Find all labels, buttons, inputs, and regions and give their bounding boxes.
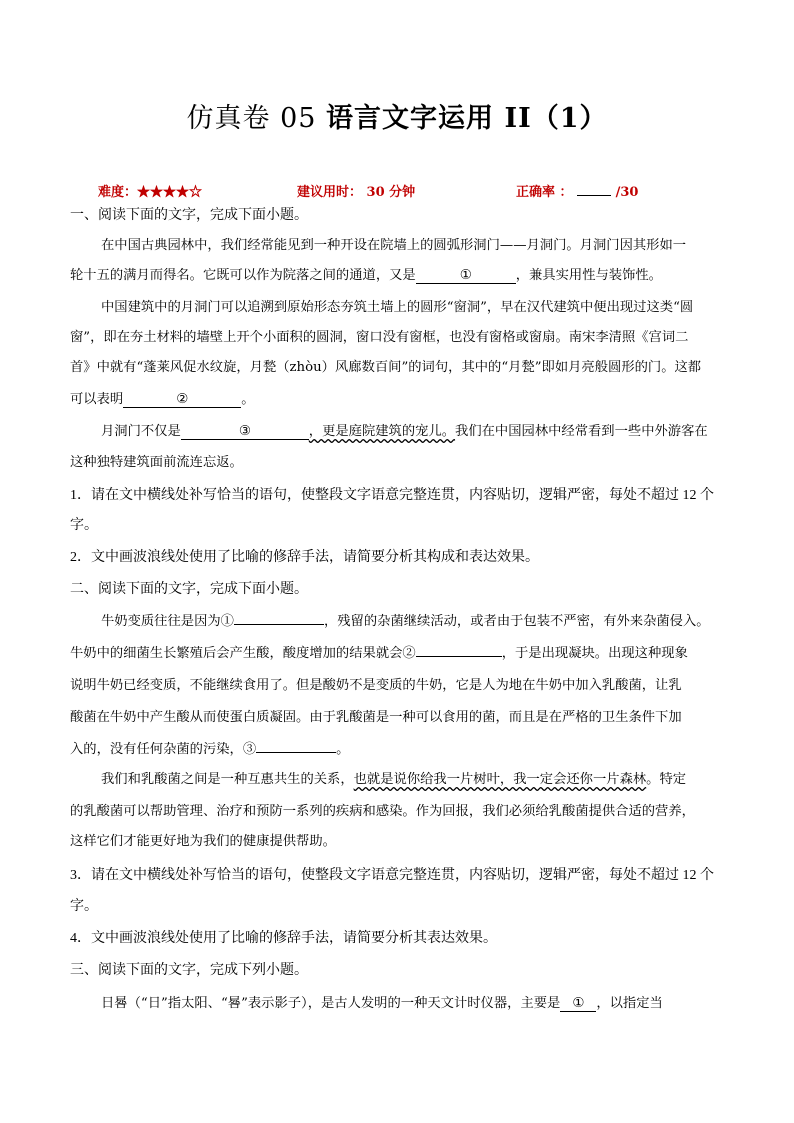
- paragraph-line: [70, 388, 720, 408]
- text-run: 可以表明: [70, 392, 124, 407]
- paragraph-line: [101, 992, 720, 1012]
- paragraph-line: 窗”，即在夯土材料的墙壁上开个小面积的圆洞，窗口没有窗框，也没有窗格或窗扇。南宋李清照《宫词二: [70, 330, 689, 345]
- text-run: 我们在中国园林中经常看到一些中外游客在: [455, 424, 708, 439]
- difficulty-meta: [98, 181, 202, 200]
- text-run: 牛奶中的细菌生长繁殖后会产生酸，酸度增加的结果就会②: [70, 646, 416, 661]
- text-run: ，兼具实用性与装饰性。: [515, 268, 662, 283]
- time-meta: [297, 181, 415, 200]
- wavy-underline-text: ，更是庭院建筑的宠儿。: [308, 424, 456, 439]
- question-1: 1．请在文中横线处补写恰当的语句，使整段文字语意完整连贯，内容贴切，逻辑严密，每处不超过 12 个: [70, 488, 714, 503]
- text-run: ，以指定当: [596, 996, 663, 1011]
- time-value: 30 分钟: [366, 185, 416, 200]
- text-run: 入的，没有任何杂菌的污染，③: [70, 742, 257, 757]
- difficulty-label: 难度：: [98, 185, 138, 200]
- text-run: 我们和乳酸菌之间是一种互惠共生的关系，: [101, 772, 354, 787]
- paragraph-line: [101, 768, 720, 787]
- section-heading: 三、阅读下面的文字，完成下列小题。: [70, 962, 308, 978]
- paragraph-line: 的乳酸菌可以帮助管理、治疗和预防一系列的疾病和感染。作为回报，我们必须给乳酸菌提供合适的营养，: [70, 804, 695, 819]
- text-run: 牛奶变质往往是因为①: [101, 614, 234, 629]
- paragraph-line: [70, 642, 720, 661]
- text-run: 日晷（“日”指太阳、“晷”表示影子），是古人发明的一种天文计时仪器，主要是: [101, 996, 561, 1011]
- answer-blank: ③: [181, 424, 309, 440]
- title-prefix: 仿真卷 05: [186, 103, 317, 134]
- question-3: 3．请在文中横线处补写恰当的语句，使整段文字语意完整连贯，内容贴切，逻辑严密，每处不超过 12 个: [70, 868, 714, 883]
- accuracy-blank: [577, 195, 611, 196]
- paragraph-line: 这样它们才能更好地为我们的健康提供帮助。: [70, 834, 336, 849]
- difficulty-stars: ★★★★☆: [137, 185, 203, 200]
- text-run: 月洞门不仅是: [101, 424, 181, 439]
- section-heading: 一、阅读下面的文字，完成下面小题。: [70, 207, 308, 223]
- text-run: 。: [241, 392, 255, 407]
- accuracy-meta: [516, 181, 638, 200]
- answer-blank: [416, 656, 502, 657]
- paragraph-line: [70, 264, 720, 284]
- accuracy-suffix: /30: [615, 185, 639, 200]
- paragraph-line: 首》中就有“蓬莱风促水纹旋，月甃（zhòu）风廊数百间”的词句，其中的“月甃”即如月亮般圆形的门。这都: [70, 360, 702, 375]
- text-run: 轮十五的满月而得名。它既可以作为院落之间的通道，又是: [70, 268, 416, 283]
- paragraph-line: 说明牛奶已经变质，不能继续食用了。但是酸奶不是变质的牛奶，它是人为地在牛奶中加入乳酸菌，让乳: [70, 678, 682, 693]
- question-4: 4．文中画波浪线处使用了比喻的修辞手法，请简要分析其表达效果。: [70, 931, 497, 946]
- paragraph-line: [70, 738, 720, 757]
- text-run: 。特定: [646, 772, 687, 787]
- wavy-underline-text: 也就是说你给我一片树叶，我一定会还你一片森林: [353, 772, 647, 787]
- accuracy-label: 正确率 ：: [516, 185, 573, 200]
- paragraph-line: 这种独特建筑面前流连忘返。: [70, 455, 243, 470]
- answer-blank: [256, 752, 336, 753]
- text-run: ，残留的杂菌继续活动，或者由于包装不严密，有外来杂菌侵入。: [323, 614, 710, 629]
- title-main: 语言文字运用 II（1）: [326, 103, 608, 134]
- page-title: [0, 96, 794, 135]
- text-run: ，于是出现凝块。出现这种现象: [501, 646, 688, 661]
- paragraph-line: 在中国古典园林中，我们经常能见到一种开设在院墙上的圆弧形洞门——月洞门。月洞门因其形如一: [101, 238, 687, 253]
- question-3-cont: 字。: [70, 899, 98, 914]
- question-1-cont: 字。: [70, 518, 98, 533]
- paragraph-line: 中国建筑中的月洞门可以追溯到原始形态夯筑土墙上的圆形“窗洞”，早在汉代建筑中便出现过这类“圆: [101, 300, 694, 315]
- answer-blank: ①: [560, 996, 596, 1012]
- answer-blank: [234, 624, 324, 625]
- paragraph-line: [101, 420, 720, 440]
- paragraph-line: [101, 610, 720, 629]
- section-heading: 二、阅读下面的文字，完成下面小题。: [70, 581, 308, 597]
- question-2: 2．文中画波浪线处使用了比喻的修辞手法，请简要分析其构成和表达效果。: [70, 550, 539, 565]
- text-run: 。: [336, 742, 350, 757]
- answer-blank: ②: [123, 392, 241, 408]
- answer-blank: ①: [416, 268, 516, 284]
- paragraph-line: 酸菌在牛奶中产生酸从而使蛋白质凝固。由于乳酸菌是一种可以食用的菌，而且是在严格的卫生条件下加: [70, 710, 682, 725]
- time-label: 建议用时：: [297, 185, 363, 200]
